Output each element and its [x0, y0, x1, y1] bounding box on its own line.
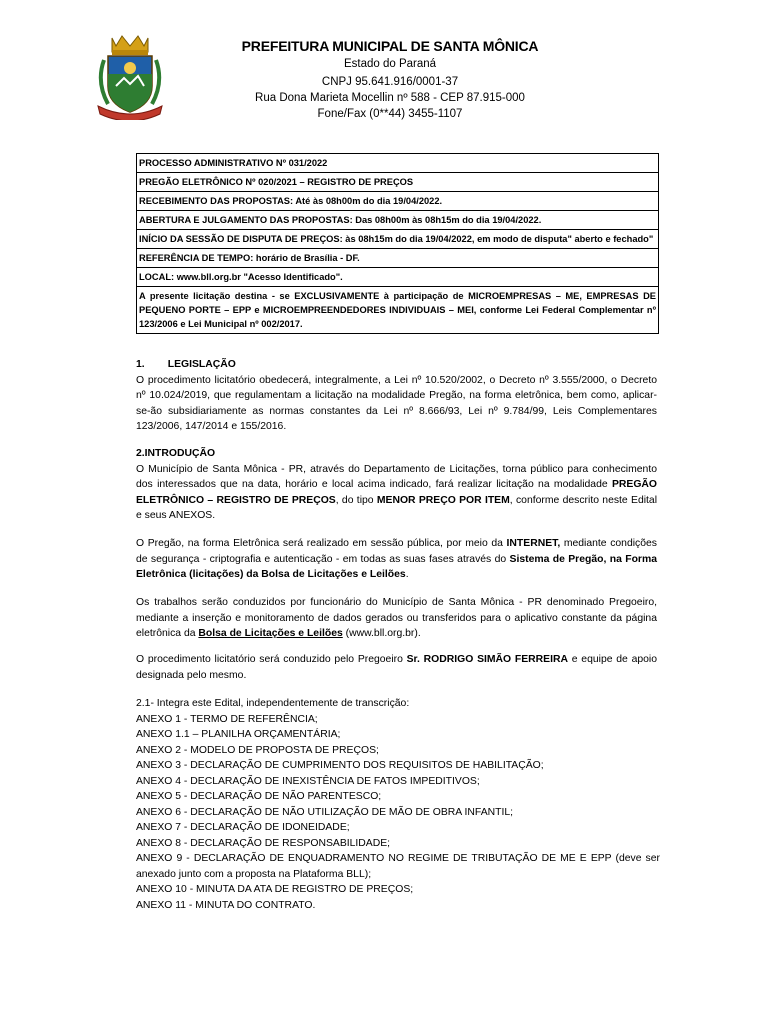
- cnpj-line: CNPJ 95.641.916/0001-37: [321, 76, 459, 88]
- legislation-text: O procedimento licitatório obedecerá, integralmente, a Lei nº 10.520/2002, o Decreto nº 3.555/2000, o Decreto nº 10.024/2019, que regulamentam a licitação na modalidade Pregão, na forma eletrônica, bem como, aplicar-se-ão subsidiariamente as normas constantes da Lei nº 8.666/93, Lei nº 9.784/99, Leis Complementares 123/2006, 147/2014 e 155/2016.: [136, 374, 657, 433]
- proposal-receipt: RECEBIMENTO DAS PROPOSTAS: Até às 08h00m do dia 19/04/2022.: [137, 192, 658, 211]
- auction-number: PREGÃO ELETRÔNICO Nº 020/2021 – REGISTRO DE PREÇOS: [137, 173, 658, 192]
- location: LOCAL: www.bll.org.br "Acesso Identificado".: [137, 268, 658, 287]
- opening-judgment: ABERTURA E JULGAMENTO DAS PROPOSTAS: Das 08h00m às 08h15m do dia 19/04/2022.: [137, 211, 658, 230]
- address-line: Rua Dona Marieta Mocellin nº 588 - CEP 87.915-000: [255, 92, 525, 104]
- list-item: ANEXO 3 - DECLARAÇÃO DE CUMPRIMENTO DOS REQUISITOS DE HABILITAÇÃO;: [136, 760, 544, 771]
- municipal-crest-icon: [94, 34, 166, 120]
- list-item: ANEXO 4 - DECLARAÇÃO DE INEXISTÊNCIA DE FATOS IMPEDITIVOS;: [136, 775, 480, 787]
- list-item: ANEXO 1 - TERMO DE REFERÊNCIA;: [136, 713, 318, 725]
- section-title: 1. LEGISLAÇÃO: [136, 359, 236, 370]
- list-item: ANEXO 5 - DECLARAÇÃO DE NÃO PARENTESCO;: [136, 791, 382, 802]
- exclusivity-notice: A presente licitação destina - se EXCLUSIVAMENTE à participação de MICROEMPRESAS – ME, EMPRESAS DE PEQUENO PORTE – EPP e MICROEMPREENDEDORES INDIVIDUAIS – MEI, conforme Lei Federal Complementar nº 123/2006 e Lei Municipal nº 002/2017.: [139, 291, 656, 329]
- list-item: ANEXO 9 - DECLARAÇÃO DE ENQUADRAMENTO NO REGIME DE TRIBUTAÇÃO DE ME E EPP (deve ser anexado junto com a proposta na Plataforma BLL);: [136, 853, 660, 880]
- process-number: PROCESSO ADMINISTRATIVO Nº 031/2022: [137, 154, 658, 173]
- section-introduction: [136, 446, 657, 524]
- intro-paragraph-3: Os trabalhos serão conduzidos por funcionário do Município de Santa Mônica - PR denominado Pregoeiro, mediante a inserção e monitoramento de dados gerados ou transferidos para o aplicativo constante da página eletrônica da Bolsa de Licitações e Leilões (www.bll.org.br).: [136, 597, 657, 640]
- section-legislation: [136, 357, 657, 435]
- list-item: ANEXO 10 - MINUTA DA ATA DE REGISTRO DE PREÇOS;: [136, 884, 414, 895]
- state-line: Estado do Paraná: [343, 58, 437, 70]
- intro-paragraph-4: O procedimento licitatório será conduzido pelo Pregoeiro Sr. RODRIGO SIMÃO FERREIRA e equipe de apoio designada pelo mesmo.: [136, 654, 657, 681]
- section-title: 2.INTRODUÇÃO: [136, 448, 216, 459]
- intro-paragraph-1: O Município de Santa Mônica - PR, através do Departamento de Licitações, torna público para conhecimento dos interessados que na data, horário e local acima indicado, fará realizar licitação na modalidade PREGÃO ELETRÔNICO – REGISTRO DE PREÇOS, do tipo MENOR PREÇO POR ITEM, conforme descrito neste Edital e seus ANEXOS.: [136, 463, 658, 522]
- list-item: ANEXO 7 - DECLARAÇÃO DE IDONEIDADE;: [136, 822, 350, 833]
- time-reference: REFERÊNCIA DE TEMPO: horário de Brasília - DF.: [137, 249, 658, 268]
- annex-intro: 2.1- Integra este Edital, independentemente de transcrição:: [136, 698, 410, 709]
- list-item: ANEXO 2 - MODELO DE PROPOSTA DE PREÇOS;: [136, 744, 379, 756]
- intro-paragraph-2: O Pregão, na forma Eletrônica será realizado em sessão pública, por meio da INTERNET, mediante condições de segurança - criptografia e autenticação - em todas as suas fases através do Sistema de Pregão, na Forma Eletrônica (licitações) da Bolsa de Licitações e Leilões.: [136, 538, 657, 581]
- list-item: ANEXO 1.1 – PLANILHA ORÇAMENTÁRIA;: [136, 729, 341, 740]
- annex-list: [136, 696, 660, 913]
- municipality-title: PREFEITURA MUNICIPAL DE SANTA MÔNICA: [241, 38, 539, 54]
- list-item: ANEXO 6 - DECLARAÇÃO DE NÃO UTILIZAÇÃO DE MÃO DE OBRA INFANTIL;: [136, 806, 514, 818]
- list-item: ANEXO 8 - DECLARAÇÃO DE RESPONSABILIDADE;: [136, 837, 391, 849]
- process-info-box: [136, 153, 659, 334]
- list-item: ANEXO 11 - MINUTA DO CONTRATO.: [136, 899, 316, 911]
- dispute-start: INÍCIO DA SESSÃO DE DISPUTA DE PREÇOS: às 08h15m do dia 19/04/2022, em modo de disputa" aberto e fechado": [137, 230, 658, 249]
- phone-line: Fone/Fax (0**44) 3455-1107: [317, 108, 463, 120]
